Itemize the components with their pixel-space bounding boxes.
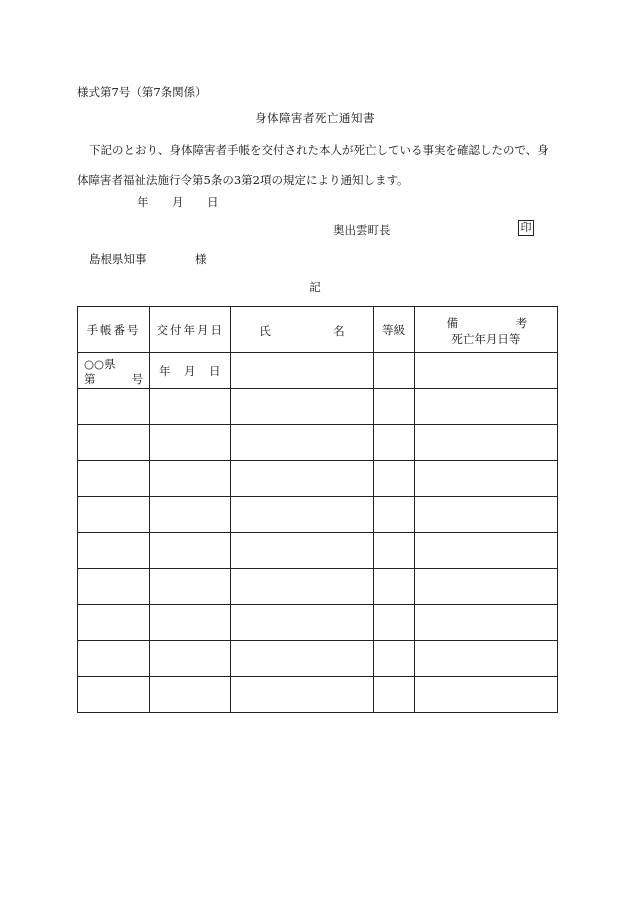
book-number-cell[interactable] <box>78 605 150 641</box>
name-cell[interactable] <box>231 641 373 677</box>
table-row <box>78 641 558 677</box>
grade-cell[interactable] <box>373 677 414 713</box>
header-name-right: 名 <box>333 324 345 338</box>
book-number-cell[interactable] <box>78 497 150 533</box>
issue-date-cell[interactable] <box>150 677 231 713</box>
name-cell[interactable] <box>231 533 373 569</box>
header-remarks-right: 考 <box>515 316 527 330</box>
name-cell[interactable] <box>231 569 373 605</box>
header-grade: 等級 <box>373 307 414 353</box>
header-issue-date: 交付年月日 <box>150 307 231 353</box>
grade-cell[interactable] <box>373 353 414 389</box>
table-row <box>78 533 558 569</box>
grade-cell[interactable] <box>373 425 414 461</box>
issue-date-cell[interactable] <box>150 425 231 461</box>
header-remarks-left: 備 <box>446 316 459 330</box>
recipient-name: 島根県知事 <box>89 252 147 266</box>
sender-name: 奥出雲町長 <box>333 223 391 237</box>
name-cell[interactable] <box>231 353 373 389</box>
header-name <box>231 307 373 353</box>
issue-date-cell[interactable] <box>150 389 231 425</box>
book-number-cell[interactable] <box>78 353 150 389</box>
book-number-cell[interactable] <box>78 389 150 425</box>
header-name-left: 氏 <box>259 324 271 338</box>
remarks-cell[interactable] <box>414 461 557 497</box>
table-row <box>78 569 558 605</box>
header-book-number: 手帳番号 <box>78 307 150 353</box>
issue-date-cell[interactable] <box>150 641 231 677</box>
remarks-cell[interactable] <box>414 533 557 569</box>
table-header-row <box>78 307 558 353</box>
name-cell[interactable] <box>231 497 373 533</box>
header-remarks-sub: 死亡年月日等 <box>451 332 521 346</box>
table-row <box>78 353 558 389</box>
issue-date-cell[interactable] <box>150 569 231 605</box>
book-number-cell[interactable] <box>78 461 150 497</box>
table-row <box>78 677 558 713</box>
table-row <box>78 605 558 641</box>
body-line-1: 下記のとおり、身体障害者手帳を交付された本人が死亡している事実を確認したので、身 <box>89 143 549 157</box>
honorific: 様 <box>195 252 207 266</box>
issue-date-cell[interactable] <box>150 605 231 641</box>
table-row <box>78 461 558 497</box>
issue-date-cell[interactable] <box>150 461 231 497</box>
remarks-cell[interactable] <box>414 425 557 461</box>
remarks-cell[interactable] <box>414 641 557 677</box>
notification-table <box>77 306 558 713</box>
go-label: 号 <box>131 372 144 386</box>
date-month: 月 <box>172 195 184 209</box>
remarks-cell[interactable] <box>414 605 557 641</box>
grade-cell[interactable] <box>373 389 414 425</box>
name-cell[interactable] <box>231 461 373 497</box>
table-row <box>78 425 558 461</box>
remarks-cell[interactable] <box>414 677 557 713</box>
book-number-cell[interactable] <box>78 641 150 677</box>
dai-label: 第 <box>84 372 96 386</box>
date-day: 日 <box>207 195 219 209</box>
header-remarks <box>414 307 557 353</box>
grade-cell[interactable] <box>373 533 414 569</box>
name-cell[interactable] <box>231 425 373 461</box>
body-text <box>77 135 559 195</box>
form-number: 様式第7号（第7条関係） <box>77 85 207 99</box>
grade-cell[interactable] <box>373 641 414 677</box>
remarks-cell[interactable] <box>414 389 557 425</box>
remarks-cell[interactable] <box>414 497 557 533</box>
issue-date-cell[interactable]: 年 月 日 <box>150 353 231 389</box>
table-row <box>78 389 558 425</box>
name-cell[interactable] <box>231 605 373 641</box>
remarks-cell[interactable] <box>414 569 557 605</box>
date-year: 年 <box>137 195 149 209</box>
book-number-cell[interactable] <box>78 677 150 713</box>
grade-cell[interactable] <box>373 461 414 497</box>
body-line-2: 体障害者福祉法施行令第5条の3第2項の規定により通知します。 <box>77 173 409 187</box>
grade-cell[interactable] <box>373 569 414 605</box>
remarks-cell[interactable] <box>414 353 557 389</box>
book-number-cell[interactable] <box>78 533 150 569</box>
name-cell[interactable] <box>231 389 373 425</box>
document-title: 身体障害者死亡通知書 <box>255 111 375 125</box>
ki-heading: 記 <box>309 280 321 294</box>
grade-cell[interactable] <box>373 497 414 533</box>
book-number-cell[interactable] <box>78 425 150 461</box>
grade-cell[interactable] <box>373 605 414 641</box>
issue-date-cell[interactable] <box>150 497 231 533</box>
seal-mark: 印 <box>518 220 534 236</box>
book-number-cell[interactable] <box>78 569 150 605</box>
table-row <box>78 497 558 533</box>
name-cell[interactable] <box>231 677 373 713</box>
prefecture-label: ○○県 <box>84 357 116 371</box>
issue-date-cell[interactable] <box>150 533 231 569</box>
